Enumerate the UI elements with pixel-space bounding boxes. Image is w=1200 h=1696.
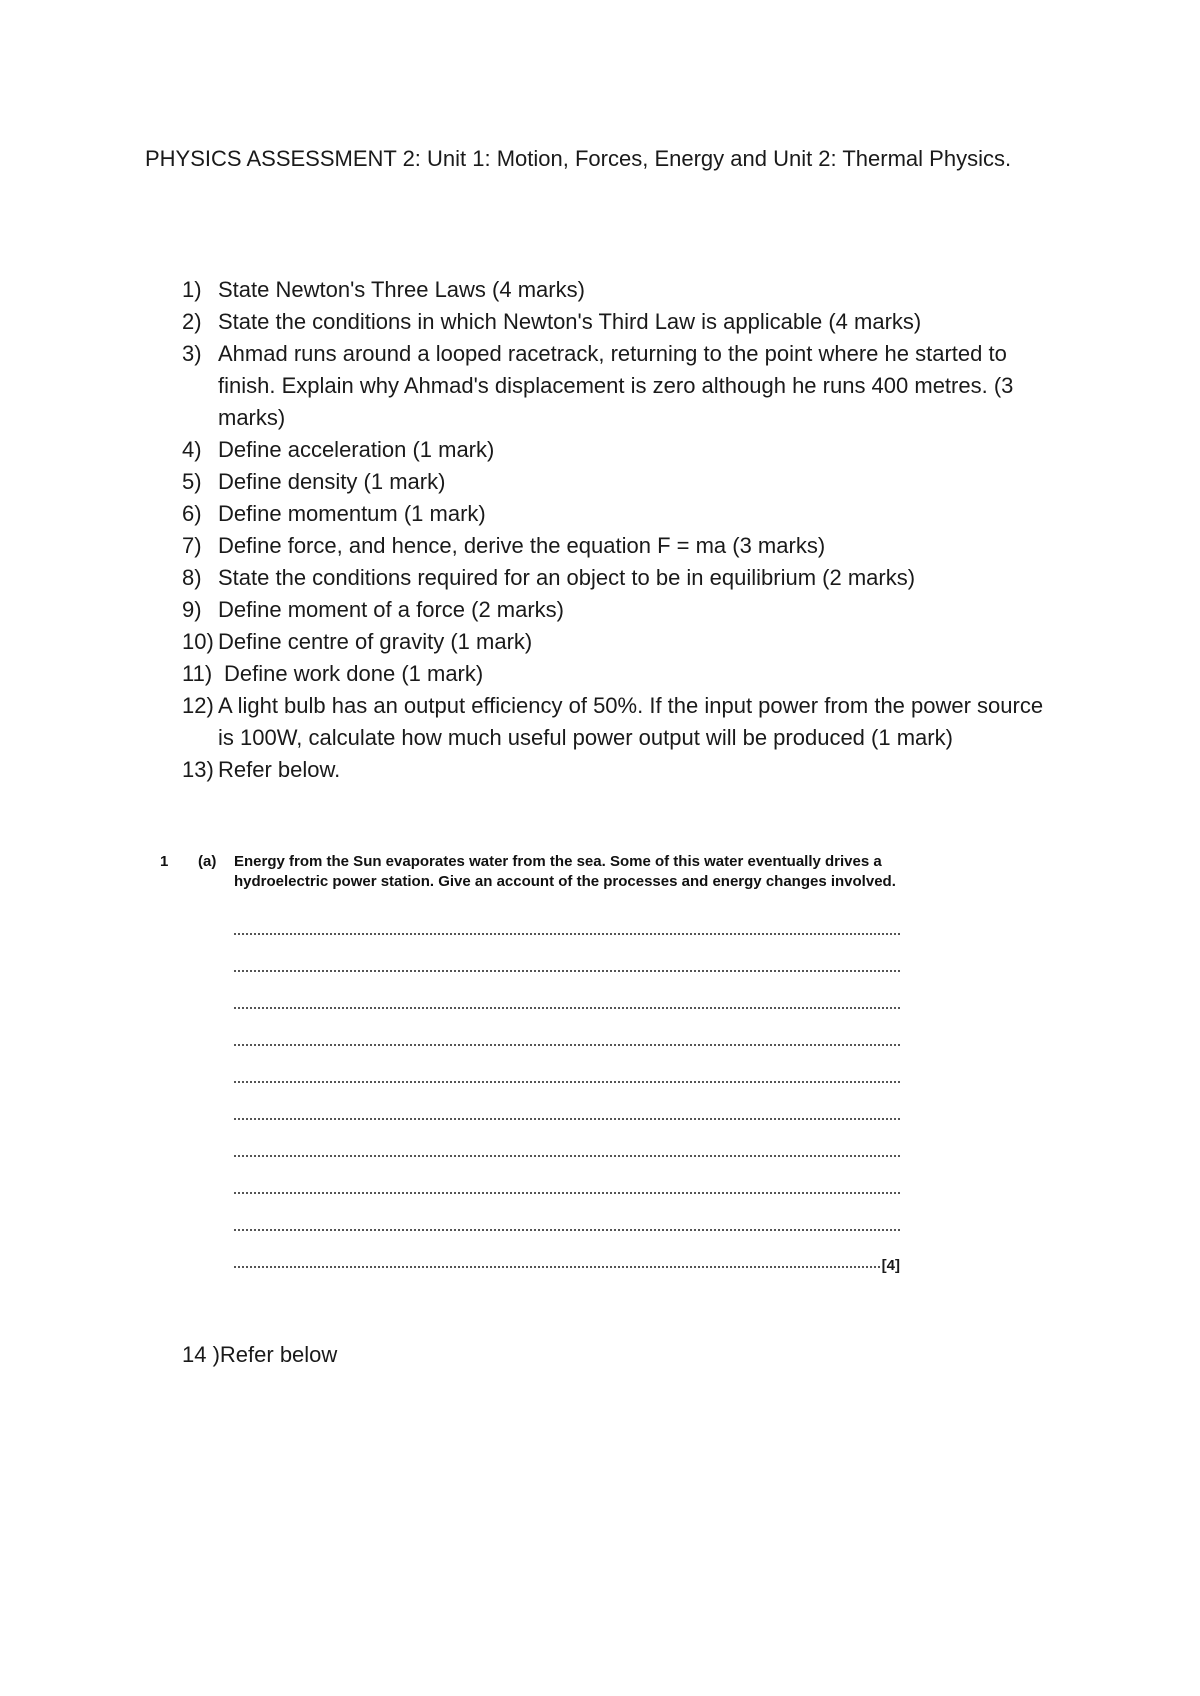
answer-lines [234, 906, 900, 1276]
question-item [182, 690, 1062, 754]
question-text: A light bulb has an output efficiency of 50%. If the input power from the power source is 100W, calculate how much useful power output will be produced (1 mark) [218, 693, 1044, 750]
question-number: 1) [182, 277, 202, 302]
question-item [182, 594, 1062, 626]
question-number: 11) [182, 661, 213, 686]
answer-line [234, 1239, 900, 1276]
question-text: Define moment of a force (2 marks) [218, 597, 565, 622]
question-number: 9) [182, 597, 202, 622]
question-number: 8) [182, 565, 202, 590]
question-item [182, 466, 1062, 498]
question-number: 3) [182, 341, 202, 366]
question-item [182, 306, 1062, 338]
question-list [182, 274, 1062, 786]
exam-question-text: Energy from the Sun evaporates water from the sea. Some of this water eventually drives a hydroelectric power station. Give an account of the processes and energy changes involved. [234, 853, 896, 890]
question-number: 12) [182, 693, 214, 718]
question-number: 10) [182, 629, 214, 654]
answer-line [234, 1128, 900, 1165]
question-text: Refer below. [218, 757, 341, 782]
question-item [182, 434, 1062, 466]
question-text: Define force, and hence, derive the equation F = ma (3 marks) [218, 533, 826, 558]
answer-line [234, 1054, 900, 1091]
question-item [182, 626, 1062, 658]
question-number: 2) [182, 309, 202, 334]
answer-line [234, 906, 900, 943]
question-text: State the conditions in which Newton's Third Law is applicable (4 marks) [218, 309, 922, 334]
answer-line [234, 1091, 900, 1128]
question-item [182, 274, 1062, 306]
question-item [182, 338, 1062, 434]
exam-question-excerpt [160, 852, 920, 1274]
question-text: Define momentum (1 mark) [218, 501, 486, 526]
question-text: State the conditions required for an object to be in equilibrium (2 marks) [218, 565, 916, 590]
question-number: 13) [182, 757, 214, 782]
answer-line [234, 1017, 900, 1054]
answer-line [234, 1202, 900, 1239]
exam-question-header [160, 852, 920, 892]
question-item [182, 562, 1062, 594]
question-item [182, 498, 1062, 530]
question-number: 7) [182, 533, 202, 558]
question-text: Define density (1 mark) [218, 469, 446, 494]
marks-label: [4] [881, 1257, 900, 1274]
question-text: Ahmad runs around a looped racetrack, returning to the point where he started to finish. Explain why Ahmad's displacement is zero although he runs 400 metres. (3 marks) [218, 341, 1014, 430]
question-14-text: 14 )Refer below [182, 1342, 338, 1367]
question-text: State Newton's Three Laws (4 marks) [218, 277, 585, 302]
exam-question-part: (a) [198, 853, 217, 870]
question-text: Define centre of gravity (1 mark) [218, 629, 533, 654]
question-number: 6) [182, 501, 202, 526]
answer-line [234, 980, 900, 1017]
question-item [182, 754, 1062, 786]
question-number: 4) [182, 437, 202, 462]
question-item [182, 658, 1062, 690]
assessment-title: PHYSICS ASSESSMENT 2: Unit 1: Motion, Forces, Energy and Unit 2: Thermal Physics. [145, 146, 1012, 171]
exam-question-number: 1 [160, 853, 169, 870]
answer-line [234, 943, 900, 980]
question-item [182, 530, 1062, 562]
answer-line [234, 1165, 900, 1202]
question-text: Define work done (1 mark) [224, 661, 484, 686]
question-text: Define acceleration (1 mark) [218, 437, 495, 462]
question-number: 5) [182, 469, 202, 494]
